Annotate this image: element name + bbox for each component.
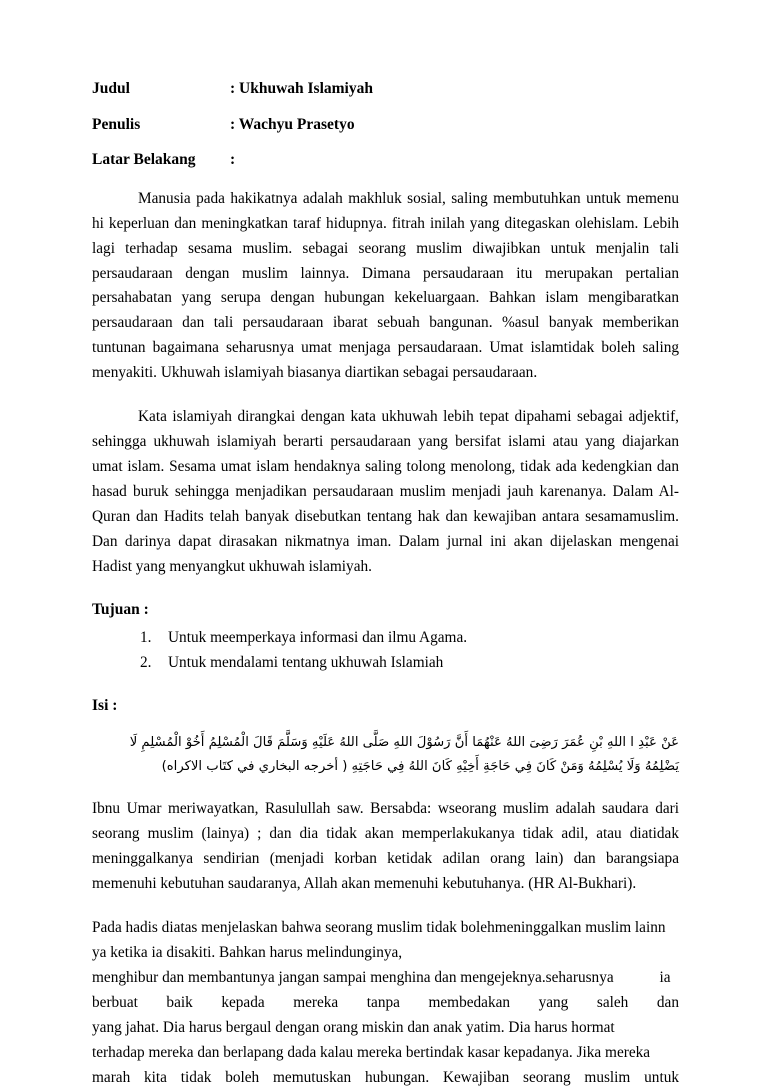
heading-tujuan: Tujuan : xyxy=(92,600,149,618)
paragraph-hadith-translation: Ibnu Umar meriwayatkan, Rasulullah saw. Bersabda: wseorang muslim adalah saudara dari seorang muslim (lainya) ; dan dia tidak akan memperlakukanya tidak adil, atau diatidak meninggalkanya sendirian (menjadi korban ketidak adilan orang lain) dan barangsiapa memenuhi kebutuhan saudaranya, Allah akan memenuhi kebutuhanya. (HR Al-Bukhari). xyxy=(92,800,679,893)
arabic-hadith-line-2: يَضْلِمُهُ وَلَا يُسْلِمُهُ وَمَنْ كَانَ فِي حَاجَةِ أَخِيْهِ كَانَ اللهُ فِي حَاجَتِهِ ( أخرجه البخاري في كتَاب الاكراه) xyxy=(161,758,679,774)
commentary-line-6: terhadap mereka dan berlapang dada kalau mereka bertindak kasar kepadanya. Jika mereka xyxy=(92,1043,651,1061)
paragraph-commentary xyxy=(92,916,679,1090)
meta-value-penulis: : Wachyu Prasetyo xyxy=(230,115,355,133)
document-meta-block xyxy=(92,80,679,170)
paragraph-latar-belakang-1: Manusia pada hakikatnya adalah makhluk sosial, saling membutuhkan untuk memenu hi keperluan dan meningkatkan taraf hidupnya. fitrah inilah yang ditegaskan olehislam. Lebih lagi terhadap sesama muslim. sebagai seorang muslim diwajibkan untuk menjalin tali persaudaraan dengan muslim lainnya. Dimana persaudaraan itu merupakan pertalian persahabatan yang serupa dengan hubungan kekeluargaan. Bahkan islam mengibaratkan persaudaraan dan tali persaudaraan ibarat sebuah bangunan. %asul banyak memberikan tuntunan bagaimana seharusnya umat menjaga persaudaraan. Umat islamtidak boleh saling menyakiti. Ukhuwah islamiyah biasanya diartikan sebagai persaudaraan. xyxy=(92,189,679,382)
commentary-line-5: yang jahat. Dia harus bergaul dengan orang miskin dan anak yatim. Dia harus hormat xyxy=(92,1018,615,1036)
list-item xyxy=(92,626,679,651)
commentary-line-7: marah kita tidak boleh memutuskan hubungan. Kewajiban seorang muslim untuk xyxy=(92,1068,679,1086)
commentary-line-1: Pada hadis diatas menjelaskan bahwa seorang muslim tidak bolehmeninggalkan muslim lainn xyxy=(92,919,666,937)
list-item-label: Untuk mendalami tentang ukhuwah Islamiah xyxy=(168,653,444,671)
meta-row-penulis xyxy=(92,116,679,135)
meta-label-penulis: Penulis xyxy=(92,115,141,133)
meta-value-judul: : Ukhuwah Islamiyah xyxy=(230,80,373,97)
meta-value-latar-belakang: : xyxy=(230,151,236,169)
meta-row-judul xyxy=(92,80,679,99)
list-item-number: 1. xyxy=(140,629,152,647)
list-item xyxy=(92,651,679,676)
arabic-hadith-block xyxy=(92,731,679,778)
meta-label-judul: Judul xyxy=(92,80,130,97)
tujuan-list xyxy=(92,626,679,676)
heading-isi: Isi : xyxy=(92,696,118,714)
list-item-number: 2. xyxy=(140,653,152,671)
paragraph-latar-belakang-2: Kata islamiyah dirangkai dengan kata ukhuwah lebih tepat dipahami sebagai adjektif, sehingga ukhuwah islamiyah berarti persaudaraan yang bersifat islami atau yang diajarkan umat islam. Sesama umat islam hendaknya saling tolong menolong, tidak ada kedengkian dan hasad buruk sehingga menjadikan persaudaraan muslim menjadi jauh karenanya. Dalam Al-Quran dan Hadits telah banyak disebutkan tentang hak dan kewajiban antara sesamamuslim. Dan darinya dapat dirasakan nikmatnya iman. Dalam jurnal ini akan dijelaskan mengenai Hadist yang menyangkut ukhuwah islamiyah. xyxy=(92,408,679,575)
meta-label-latar-belakang: Latar Belakang xyxy=(92,151,196,169)
document-content xyxy=(92,80,679,1090)
commentary-line-4: berbuat baik kepada mereka tanpa membedakan yang saleh dan xyxy=(92,993,679,1011)
meta-row-latar-belakang xyxy=(92,151,679,170)
commentary-line-3: menghibur dan membantunya jangan sampai menghina dan mengejeknya.seharusnya ia xyxy=(92,968,671,986)
list-item-label: Untuk meemperkaya informasi dan ilmu Agama. xyxy=(168,629,468,647)
commentary-line-2: ya ketika ia disakiti. Bahkan harus melindunginya, xyxy=(92,943,403,961)
arabic-hadith-line-1: عَنْ عَبْدِ ا اللهِ بْنِ عُمَرَ رَضِىَ اللهُ عَنْهُمَا أَنَّ رَسُوْلَ اللهِ صَلَّى اللهُ عَلَيْهِ وَسَلَّمَ قَالَ الْمُسْلِمُ أَخُوْ الْمُسْلِمِ لَا xyxy=(129,735,679,751)
